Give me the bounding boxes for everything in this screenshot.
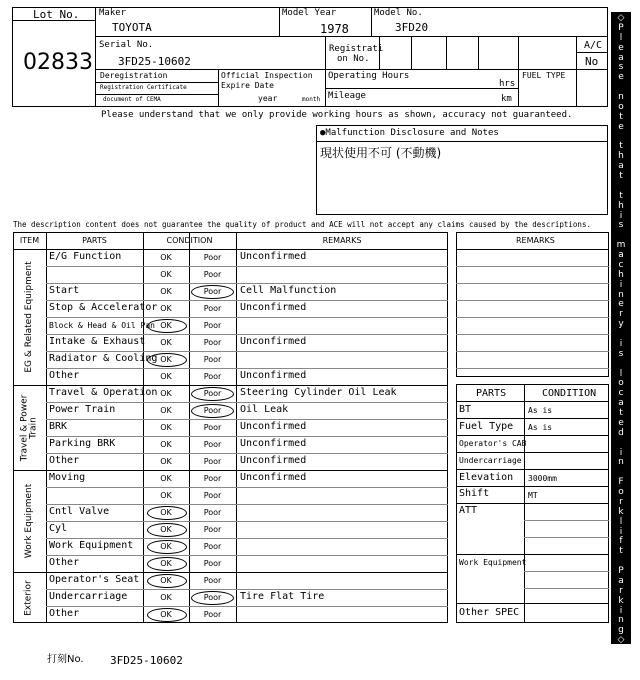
remark-text: Oil Leak xyxy=(240,404,289,415)
selected-ok-circle xyxy=(147,557,187,571)
condition-poor: Poor xyxy=(203,338,222,347)
condition-ok: OK xyxy=(160,270,172,279)
malfunction-box xyxy=(316,125,608,215)
part-label: Travel & Operation xyxy=(49,387,158,398)
registration-certificate-label: Registration Certificate xyxy=(100,84,187,91)
cema-label: document of CEMA xyxy=(103,96,161,103)
condition-poor: Poor xyxy=(203,321,222,330)
part-label: Parking BRK xyxy=(49,438,116,449)
condition-poor: Poor xyxy=(203,423,222,432)
spec-shift-value: MT xyxy=(528,491,538,500)
condition-poor: Poor xyxy=(203,610,222,619)
remark-text: Unconfirmed xyxy=(240,421,307,432)
spec-elevation-label: Elevation xyxy=(459,472,514,483)
hours-notice: Please understand that we only provide working hours as shown, accuracy not guaranteed. xyxy=(101,110,573,120)
part-label: Cyl xyxy=(49,523,68,534)
spec-undercarriage-label: Undercarriage xyxy=(459,456,522,465)
part-label: Work Equipment xyxy=(49,540,134,551)
category-exterior: Exterior xyxy=(23,579,34,616)
category-eg: EG & Related Equipment xyxy=(23,261,34,373)
remark-text: Steering Cylinder Oil Leak xyxy=(240,387,397,398)
model-no-value: 3FD20 xyxy=(395,21,429,34)
spec-parts-header: PARTS xyxy=(476,388,507,399)
inspection-label-2: Expire Date xyxy=(221,81,274,90)
selected-ok-circle xyxy=(147,540,187,554)
km-label: km xyxy=(501,94,512,104)
side-notice: ◇ P l e a s e n o t e t h a t t h i s m a c h i n e r y i s l o c a t e d i n F o r k l i f t P a r k i n g ◇ xyxy=(611,12,631,644)
selected-poor-circle xyxy=(191,387,234,401)
remark-text: Unconfirmed xyxy=(240,302,307,313)
spec-att-label: ATT xyxy=(459,505,478,516)
condition-poor: Poor xyxy=(203,304,222,313)
remark-text: Unconfirmed xyxy=(240,251,307,262)
disclaimer: The description content does not guarantee the quality of product and ACE will not accept any claims caused by the descriptions. xyxy=(13,220,591,229)
part-label: Power Train xyxy=(49,404,116,415)
condition-ok: OK xyxy=(160,355,172,364)
registration-label-1: Registrati xyxy=(329,44,384,54)
remark-text: Unconfirmed xyxy=(240,336,307,347)
month-label: month xyxy=(302,96,321,103)
remark-text: Tire Flat Tire xyxy=(240,591,325,602)
condition-poor: Poor xyxy=(203,406,222,415)
condition-ok: OK xyxy=(160,525,172,534)
part-label: Other xyxy=(49,370,80,381)
part-label: Cntl Valve xyxy=(49,506,110,517)
part-label: Block & Head & Oil Pan xyxy=(49,321,155,330)
condition-ok: OK xyxy=(160,440,172,449)
selected-ok-circle xyxy=(147,319,187,333)
condition-ok: OK xyxy=(160,389,172,398)
engraving-label: 打刻No. xyxy=(47,654,84,665)
condition-poor: Poor xyxy=(203,593,222,602)
maker-label: Maker xyxy=(99,8,127,18)
part-label: Other xyxy=(49,557,80,568)
remark-text: Unconfirmed xyxy=(240,370,307,381)
condition-poor: Poor xyxy=(203,525,222,534)
selected-ok-circle xyxy=(147,353,187,367)
year-label: year xyxy=(258,94,278,103)
part-label: Stop & Accelerator xyxy=(49,302,158,313)
maker-value: TOYOTA xyxy=(112,21,152,34)
model-no-label: Model No. xyxy=(374,8,423,18)
condition-ok: OK xyxy=(160,508,172,517)
part-label: Operator's Seat xyxy=(49,574,140,585)
condition-ok: OK xyxy=(160,474,172,483)
spec-fuel-label: Fuel Type xyxy=(459,421,514,432)
part-label: Intake & Exhaust xyxy=(49,336,146,347)
part-label: E/G Function xyxy=(49,251,122,262)
part-label: Undercarriage xyxy=(49,591,128,602)
condition-ok: OK xyxy=(160,406,172,415)
condition-ok: OK xyxy=(160,423,172,432)
condition-ok: OK xyxy=(160,559,172,568)
remark-text: Unconfirmed xyxy=(240,472,307,483)
condition-ok: OK xyxy=(160,491,172,500)
condition-ok: OK xyxy=(160,457,172,466)
fuel-type-label: FUEL TYPE xyxy=(522,71,566,80)
ac-label: A/C xyxy=(584,40,603,51)
condition-poor: Poor xyxy=(203,440,222,449)
part-label: Other xyxy=(49,608,80,619)
model-year-value: 1978 xyxy=(320,22,349,36)
condition-poor: Poor xyxy=(203,542,222,551)
operating-hours-label: Operating Hours xyxy=(328,71,410,81)
spec-condition-header: CONDITION xyxy=(542,388,597,399)
condition-ok: OK xyxy=(160,542,172,551)
selected-ok-circle xyxy=(147,608,187,622)
condition-poor: Poor xyxy=(203,389,222,398)
part-label: Moving xyxy=(49,472,86,483)
condition-poor: Poor xyxy=(203,372,222,381)
condition-poor: Poor xyxy=(203,457,222,466)
condition-poor: Poor xyxy=(203,576,222,585)
header-item: ITEM xyxy=(19,236,40,245)
spec-elevation-value: 3000mm xyxy=(528,474,557,483)
hrs-label: hrs xyxy=(499,79,516,89)
serial-value: 3FD25-10602 xyxy=(118,55,191,68)
part-label: Radiator & Cooling xyxy=(49,353,158,364)
condition-poor: Poor xyxy=(203,355,222,364)
model-year-label: Model Year xyxy=(282,8,337,18)
selected-ok-circle xyxy=(147,574,187,588)
part-label: Start xyxy=(49,285,80,296)
inspection-label-1: Official Inspection xyxy=(221,71,313,80)
mileage-label: Mileage xyxy=(328,91,366,101)
condition-poor: Poor xyxy=(203,491,222,500)
category-travel: Travel & Power Train xyxy=(19,394,39,461)
spec-bt-label: BT xyxy=(459,404,472,415)
condition-ok: OK xyxy=(160,576,172,585)
header-remarks: REMARKS xyxy=(322,236,362,245)
selected-poor-circle xyxy=(191,285,234,299)
lot-label: Lot No. xyxy=(33,8,80,21)
remark-text: Cell Malfunction xyxy=(240,285,337,296)
spec-cab-label: Operator's CAB xyxy=(459,439,527,448)
condition-ok: OK xyxy=(160,304,172,313)
spec-shift-label: Shift xyxy=(459,488,490,499)
right-remarks-box xyxy=(456,232,609,377)
spec-other-label: Other SPEC xyxy=(459,607,520,618)
condition-poor: Poor xyxy=(203,287,222,296)
spec-work-equipment-label: Work Equipment xyxy=(459,558,527,567)
header-condition: CONDITION xyxy=(166,236,213,245)
malfunction-title: ●Malfunction Disclosure and Notes xyxy=(320,128,499,138)
selected-poor-circle xyxy=(191,404,234,418)
condition-ok: OK xyxy=(160,372,172,381)
deregistration-label: Deregistration xyxy=(100,71,168,80)
condition-ok: OK xyxy=(160,287,172,296)
condition-poor: Poor xyxy=(203,474,222,483)
category-work: Work Equipment xyxy=(23,483,34,559)
right-remarks-header: REMARKS xyxy=(516,236,555,245)
malfunction-text: 現状使用不可 (不動機) xyxy=(320,146,442,160)
condition-ok: OK xyxy=(160,253,172,262)
selected-ok-circle xyxy=(147,523,187,537)
remark-text: Unconfirmed xyxy=(240,438,307,449)
condition-ok: OK xyxy=(160,593,172,602)
selected-poor-circle xyxy=(191,591,234,605)
condition-poor: Poor xyxy=(203,270,222,279)
lot-number: 02833 xyxy=(23,50,93,75)
condition-poor: Poor xyxy=(203,253,222,262)
spec-fuel-value: As is xyxy=(528,423,553,432)
condition-ok: OK xyxy=(160,321,172,330)
condition-poor: Poor xyxy=(203,559,222,568)
remark-text: Unconfirmed xyxy=(240,455,307,466)
spec-bt-value: As is xyxy=(528,406,553,415)
selected-ok-circle xyxy=(147,506,187,520)
header-parts: PARTS xyxy=(82,236,107,245)
part-label: Other xyxy=(49,455,80,466)
condition-poor: Poor xyxy=(203,508,222,517)
engraving-number: 3FD25-10602 xyxy=(110,654,183,667)
part-label: BRK xyxy=(49,421,68,432)
condition-ok: OK xyxy=(160,338,172,347)
serial-label: Serial No. xyxy=(99,40,154,50)
registration-label-2: on No. xyxy=(337,54,370,64)
ac-value: No xyxy=(585,55,599,68)
condition-ok: OK xyxy=(160,610,172,619)
